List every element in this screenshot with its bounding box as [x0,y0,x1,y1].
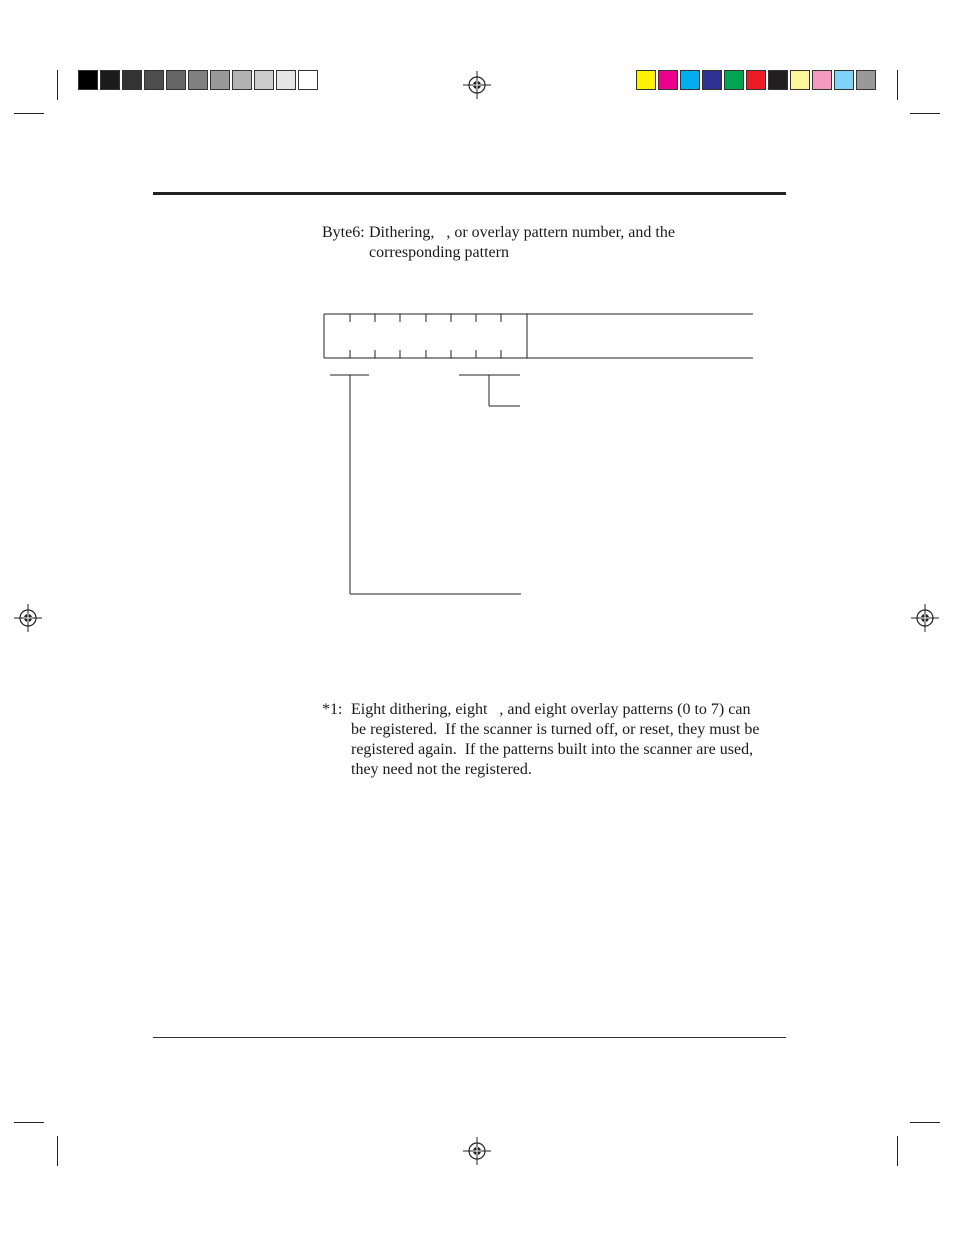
byte6-bit-field-diagram [324,314,753,594]
byte6-label: Byte6: [322,224,365,241]
footnote-line: registered again. If the patterns built into the scanner are used, [351,741,754,758]
header-rule [153,192,786,195]
registration-target-right-icon [911,604,939,632]
footer-rule [153,1037,786,1038]
footnote-line: Eight dithering, eight , and eight overlay patterns (0 to 7) can [351,701,751,718]
registration-target-bottom-icon [463,1137,491,1165]
footnote-line: be registered. If the scanner is turned off, or reset, they must be [351,721,760,738]
registration-target-left-icon [14,604,42,632]
byte6-description-line: Dithering, , or overlay pattern number, and the [369,224,675,241]
footnote-line: they need not the registered. [351,761,532,778]
footnote-body [351,700,781,780]
bit-tick-marks [350,314,501,358]
byte6-description [369,223,749,263]
footnote-label: *1: [322,701,343,718]
byte6-description-line: corresponding pattern [369,244,509,261]
registration-target-top-icon [463,71,491,99]
